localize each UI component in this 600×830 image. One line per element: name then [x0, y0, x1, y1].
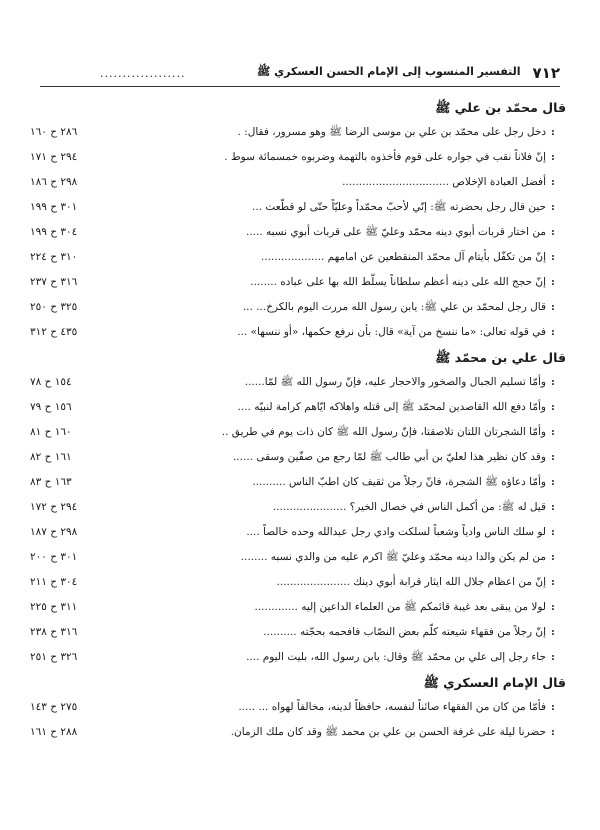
entry-colon: :	[551, 176, 555, 188]
index-entry	[30, 470, 560, 495]
index-entry	[30, 245, 560, 270]
section-title: قال علي بن محمّد ﷺ	[435, 350, 566, 365]
entry-text: إنّ حجج الله على دينه أعظم سلطاناً يسلّط الله بها على عباده ........	[250, 276, 546, 288]
entry-reference: ٣٢٦ ح ٢٥١	[30, 651, 78, 663]
entry-reference: ١٥٤ ح ٧٨	[30, 376, 72, 388]
index-entry	[30, 370, 560, 395]
page-number: ٧١٢	[532, 64, 560, 82]
index-entry	[30, 220, 560, 245]
entry-colon: :	[551, 326, 555, 338]
entry-text: حضرنا ليلة على غرفة الحسن بن علي بن محمد ﷺ وقد كان ملك الزمان.	[230, 726, 546, 738]
entry-text: حين قال رجل بحضرته ﷺ: إنّي لأحبّ محمّداً وعليّاً حتّى لو قطّعت ...	[252, 201, 546, 213]
entry-reference: ٢٨٦ ح ١٦٠	[30, 126, 78, 138]
entry-text: قال رجل لمحمّد بن علي ﷺ: يابن رسول الله مررت اليوم بالكرخ... ...	[242, 301, 546, 313]
index-entry	[30, 520, 560, 545]
entry-reference: ٣٠٤ ح ١٩٩	[30, 226, 78, 238]
entry-text: إنّ رجلاً من فقهاء شيعته كلّم بعض النصّاب فافحمه بحجّته ..........	[263, 626, 546, 638]
entry-text: من لم يكن والدا دينه محمّد وعليّ ﷺ اكرم عليه من والدي نسبه ........	[240, 551, 546, 563]
index-entry	[30, 720, 560, 745]
entry-colon: :	[551, 701, 555, 713]
index-entry	[30, 195, 560, 220]
entry-reference: ١٦١ ح ٨٢	[30, 451, 72, 463]
entry-colon: :	[551, 426, 555, 438]
entry-text: إنّ فلاناً نقب في جواره على قوم فأخذوه بالتهمة وضربوه خمسمائة سوط .	[224, 151, 546, 163]
entry-text: لولا من يبقى بعد غيبة قائمكم ﷺ من العلماء الداعين إليه .............	[254, 601, 546, 613]
index-entry	[30, 170, 560, 195]
entry-colon: :	[551, 501, 555, 513]
entry-colon: :	[551, 276, 555, 288]
entry-colon: :	[551, 526, 555, 538]
index-entry	[30, 320, 560, 345]
entry-text: من اختار قربات أبوي دينه محمّد وعليّ ﷺ على قربات أبوي نسبه .....	[245, 226, 546, 238]
section-title: قال محمّد بن علي ﷺ	[435, 100, 566, 115]
entry-colon: :	[551, 201, 555, 213]
entry-reference: ٢٩٨ ح ١٨٦	[30, 176, 78, 188]
entry-reference: ١٥٦ ح ٧٩	[30, 401, 72, 413]
entry-reference: ٢٩٤ ح ١٧١	[30, 151, 78, 163]
index-entry	[30, 695, 560, 720]
index-entry	[30, 295, 560, 320]
entry-colon: :	[551, 476, 555, 488]
entry-reference: ٣١٦ ح ٢٣٧	[30, 276, 78, 288]
entry-colon: :	[551, 151, 555, 163]
entry-colon: :	[551, 126, 555, 138]
index-entry	[30, 445, 560, 470]
entry-reference: ٣١١ ح ٢٢٥	[30, 601, 78, 613]
entry-reference: ٣١٦ ح ٢٣٨	[30, 626, 78, 638]
entry-colon: :	[551, 401, 555, 413]
index-entry	[30, 595, 560, 620]
page-header	[40, 62, 560, 84]
entry-text: جاء رجل إلى علي بن محمّد ﷺ وقال: يابن رسول الله، بليت اليوم ....	[246, 651, 546, 663]
index-entry	[30, 570, 560, 595]
index-entry	[30, 270, 560, 295]
entry-text: لو سلك الناس وادياً وشعباً لسلكت وادي رجل عبدالله وحده خالصاً ....	[246, 526, 546, 538]
entry-text: أفضل العبادة الإخلاص ................................	[342, 176, 546, 188]
entry-text: وأمّا تسليم الجبال والصخور والاحجار عليه، فإنّ رسول الله ﷺ لمّا......	[244, 376, 546, 388]
entry-colon: :	[551, 301, 555, 313]
entry-colon: :	[551, 626, 555, 638]
entry-colon: :	[551, 251, 555, 263]
entry-reference: ١٦٠ ح ٨١	[30, 426, 72, 438]
entry-text: وأمّا دفع الله القاصدين لمحمّد ﷺ إلى قتله واهلاكه ايّاهم كرامة لنبيّه ....	[237, 401, 546, 413]
entry-text: إنّ من تكفّل بأيتام آل محمّد المنقطعين عن امامهم ...................	[260, 251, 546, 263]
header-dots: ...................	[100, 66, 186, 80]
entry-colon: :	[551, 376, 555, 388]
index-entry	[30, 420, 560, 445]
header-rule	[40, 86, 560, 87]
entry-text: في قوله تعالى: «ما ننسخ من آية» قال: بأن نرفع حكمها، «أو ننسها» ...	[237, 326, 546, 338]
entry-reference: ٢٨٨ ح ١٦١	[30, 726, 78, 738]
index-entry	[30, 145, 560, 170]
entry-colon: :	[551, 226, 555, 238]
index-entry	[30, 645, 560, 670]
index-entry	[30, 395, 560, 420]
entry-colon: :	[551, 576, 555, 588]
index-entry	[30, 120, 560, 145]
section-title: قال الإمام العسكري ﷺ	[423, 675, 566, 690]
entry-text: فأمّا من كان من الفقهاء صائناً لنفسه، حافظاً لدينه، مخالفاً لهواه ... .....	[238, 701, 546, 713]
entry-reference: ٣٠١ ح ١٩٩	[30, 201, 78, 213]
entry-colon: :	[551, 451, 555, 463]
entry-reference: ٣٠١ ح ٢٠٠	[30, 551, 78, 563]
entry-text: قيل له ﷺ: من أكمل الناس في خصال الخير؟ ......................	[272, 501, 546, 513]
index-entry	[30, 495, 560, 520]
entry-text: وقد كان نظير هذا لعليّ بن أبي طالب ﷺ لمّا رجع من صفّين وسقى ......	[232, 451, 546, 463]
entry-reference: ٣٢٥ ح ٢٥٠	[30, 301, 78, 313]
entry-reference: ٢٩٤ ح ١٧٢	[30, 501, 78, 513]
entry-colon: :	[551, 601, 555, 613]
entry-text: دخل رجل على محمّد بن علي بن موسى الرضا ﷺ وهو مسرور، فقال: .	[237, 126, 546, 138]
entry-reference: ٣١٠ ح ٢٢٤	[30, 251, 78, 263]
entry-colon: :	[551, 726, 555, 738]
entry-text: وأمّا الشجرتان اللتان تلاصقتا، فإنّ رسول الله ﷺ كان ذات يوم في طريق ..	[221, 426, 546, 438]
entry-text: إنّ من اعظام جلال الله ايثار قرابة أبوي دينك ......................	[276, 576, 546, 588]
entry-reference: ٣٠٤ ح ٢١١	[30, 576, 78, 588]
entry-colon: :	[551, 551, 555, 563]
index-content	[30, 95, 566, 745]
entry-reference: ١٦٣ ح ٨٣	[30, 476, 72, 488]
index-entry	[30, 545, 560, 570]
entry-reference: ٤٣٥ ح ٣١٢	[30, 326, 78, 338]
entry-text: وأمّا دعاؤه ﷺ الشجرة، فانّ رجلاً من ثقيف كان اطبّ الناس ..........	[252, 476, 546, 488]
index-entry	[30, 620, 560, 645]
entry-colon: :	[551, 651, 555, 663]
running-title: التفسير المنسوب إلى الإمام الحسن العسكري ﷺ	[256, 65, 521, 78]
entry-reference: ٢٧٥ ح ١٤٣	[30, 701, 78, 713]
entry-reference: ٢٩٨ ح ١٨٧	[30, 526, 78, 538]
